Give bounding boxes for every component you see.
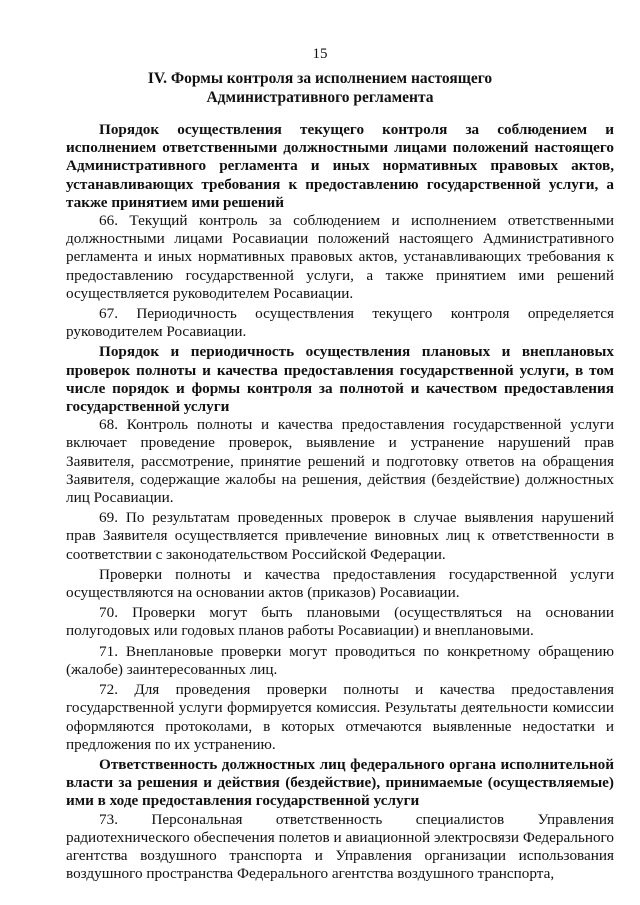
- chapter-title: IV. Формы контроля за исполнением настоящего Административного регламента: [147, 70, 493, 106]
- section-heading-current-control: Порядок осуществления текущего контроля за соблюдением и исполнением ответственными должностными лицами положений настоящего Административного регламента и иных нормативных правовых актов, устанавливающих требования к предоставлению государственной услуги, а также принятием ими решений: [66, 121, 614, 211]
- document-body: [66, 121, 614, 883]
- section-heading-responsibility: Ответственность должностных лиц федерального органа исполнительной власти за решения и действия (бездействие), принимаемые (осуществляемые) ими в ходе предоставления государственной услуги: [66, 755, 614, 810]
- paragraph-68: 68. Контроль полноты и качества предоставления государственной услуги включает проведение проверок, выявление и устранение нарушений прав Заявителя, рассмотрение, принятие решений и подготовку ответов на обращения Заявителя, содержащие жалобы на решения, действия (бездействие) должностных лиц Росавиации.: [66, 416, 614, 507]
- paragraph-72: 72. Для проведения проверки полноты и качества предоставления государственной услуги формируется комиссия. Результаты деятельности комиссии оформляются протоколами, в которых отмечаются выявленные недостатки и предложения по их устранению.: [66, 681, 614, 753]
- page-number: 15: [312, 46, 328, 62]
- paragraph-71: 71. Внеплановые проверки могут проводиться по конкретному обращению (жалобе) заинтересованных лиц.: [66, 642, 614, 678]
- paragraph-inspections-basis: Проверки полноты и качества предоставления государственной услуги осуществляются на основании актов (приказов) Росавиации.: [66, 565, 614, 602]
- paragraph-69: 69. По результатам проведенных проверок в случае выявления нарушений прав Заявителя осуществляется привлечение виновных лиц к ответственности в соответствии с законодательством Российской Федерации.: [66, 509, 614, 563]
- section-heading-inspections: Порядок и периодичность осуществления плановых и внеплановых проверок полноты и качества предоставления государственной услуги, в том числе порядок и формы контроля за полнотой и качеством предоставления государственной услуги: [66, 343, 614, 416]
- paragraph-67: 67. Периодичность осуществления текущего контроля определяется руководителем Росавиации.: [66, 305, 614, 341]
- paragraph-73: 73. Персональная ответственность специалистов Управления радиотехнического обеспечения полетов и авиационной электросвязи Федерального агентства воздушного транспорта и Управления организации использования воздушного пространства Федерального агентства воздушного транспорта,: [66, 810, 614, 883]
- paragraph-70: 70. Проверки могут быть плановыми (осуществляться на основании полугодовых или годовых планов работы Росавиации) и внеплановыми.: [66, 604, 614, 640]
- paragraph-66: 66. Текущий контроль за соблюдением и исполнением ответственными должностными лицами Росавиации положений настоящего Административного регламента и иных нормативных правовых актов, устанавливающих требования к предоставлению государственной услуги, а также принятием ими решений осуществляется руководителем Росавиации.: [66, 212, 614, 302]
